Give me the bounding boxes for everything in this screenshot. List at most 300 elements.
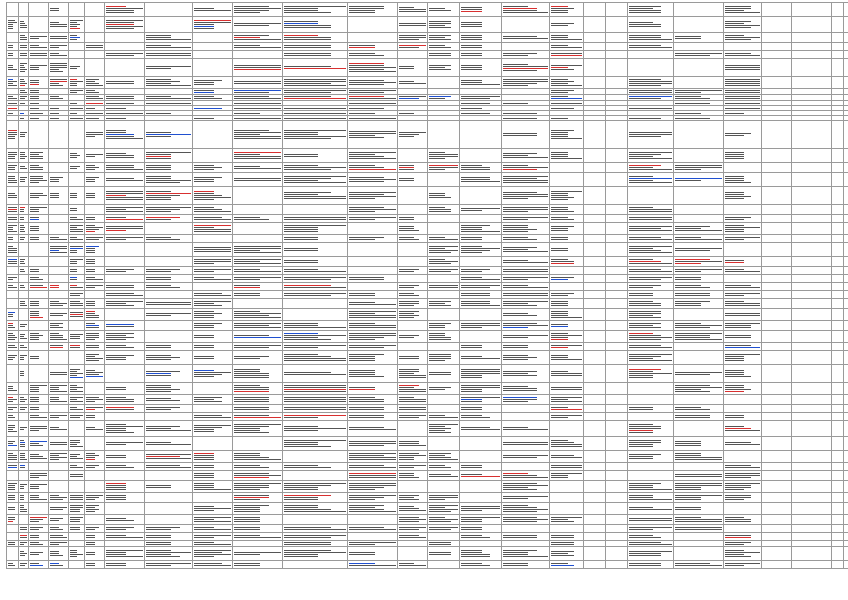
table-cell[interactable] xyxy=(762,59,792,77)
table-cell[interactable] xyxy=(832,395,844,405)
table-cell[interactable] xyxy=(49,515,69,525)
table-cell[interactable] xyxy=(844,43,848,51)
table-cell[interactable] xyxy=(428,257,460,267)
table-cell[interactable] xyxy=(792,383,832,395)
table-cell[interactable] xyxy=(283,413,348,421)
table-cell[interactable] xyxy=(398,503,428,515)
table-cell[interactable] xyxy=(105,205,145,215)
table-cell[interactable] xyxy=(792,493,832,503)
table-cell[interactable] xyxy=(460,283,502,291)
table-cell[interactable] xyxy=(606,51,628,59)
table-cell[interactable] xyxy=(724,547,762,561)
table-cell[interactable] xyxy=(348,351,398,365)
table-cell[interactable] xyxy=(832,437,844,451)
table-cell[interactable] xyxy=(283,493,348,503)
table-cell[interactable] xyxy=(628,421,674,437)
table-cell[interactable] xyxy=(674,275,724,283)
table-cell[interactable] xyxy=(49,299,69,309)
table-cell[interactable] xyxy=(398,3,428,17)
table-cell[interactable] xyxy=(233,283,283,291)
table-cell[interactable] xyxy=(628,33,674,43)
table-cell[interactable] xyxy=(550,299,584,309)
table-cell[interactable] xyxy=(606,77,628,89)
table-cell[interactable] xyxy=(7,561,19,569)
table-cell[interactable] xyxy=(19,33,29,43)
table-cell[interactable] xyxy=(792,413,832,421)
table-cell[interactable] xyxy=(283,223,348,235)
table-cell[interactable] xyxy=(7,351,19,365)
table-cell[interactable] xyxy=(19,463,29,471)
table-cell[interactable] xyxy=(724,187,762,205)
table-cell[interactable] xyxy=(283,17,348,33)
table-cell[interactable] xyxy=(7,481,19,493)
table-cell[interactable] xyxy=(69,173,85,187)
table-cell[interactable] xyxy=(674,257,724,267)
table-cell[interactable] xyxy=(348,525,398,533)
table-cell[interactable] xyxy=(19,3,29,17)
table-cell[interactable] xyxy=(19,257,29,267)
table-cell[interactable] xyxy=(724,243,762,257)
table-cell[interactable] xyxy=(502,383,550,395)
table-cell[interactable] xyxy=(832,525,844,533)
table-cell[interactable] xyxy=(193,533,233,541)
table-cell[interactable] xyxy=(428,267,460,275)
table-cell[interactable] xyxy=(105,471,145,481)
table-cell[interactable] xyxy=(105,163,145,173)
table-cell[interactable] xyxy=(49,493,69,503)
table-cell[interactable] xyxy=(29,235,49,243)
table-cell[interactable] xyxy=(628,561,674,569)
table-cell[interactable] xyxy=(628,243,674,257)
table-cell[interactable] xyxy=(584,481,606,493)
table-cell[interactable] xyxy=(428,451,460,463)
table-cell[interactable] xyxy=(762,547,792,561)
table-cell[interactable] xyxy=(762,351,792,365)
table-cell[interactable] xyxy=(628,77,674,89)
table-cell[interactable] xyxy=(762,3,792,17)
table-cell[interactable] xyxy=(762,481,792,493)
table-cell[interactable] xyxy=(85,481,105,493)
table-cell[interactable] xyxy=(19,149,29,163)
table-cell[interactable] xyxy=(460,3,502,17)
table-cell[interactable] xyxy=(19,481,29,493)
table-cell[interactable] xyxy=(628,59,674,77)
table-cell[interactable] xyxy=(19,215,29,223)
table-cell[interactable] xyxy=(398,365,428,383)
table-cell[interactable] xyxy=(85,283,105,291)
table-cell[interactable] xyxy=(233,51,283,59)
table-cell[interactable] xyxy=(49,3,69,17)
table-cell[interactable] xyxy=(628,463,674,471)
table-cell[interactable] xyxy=(145,365,193,383)
table-cell[interactable] xyxy=(724,395,762,405)
table-cell[interactable] xyxy=(674,205,724,215)
table-cell[interactable] xyxy=(844,223,848,235)
table-cell[interactable] xyxy=(502,51,550,59)
table-cell[interactable] xyxy=(7,275,19,283)
table-cell[interactable] xyxy=(762,17,792,33)
table-cell[interactable] xyxy=(398,321,428,331)
table-cell[interactable] xyxy=(283,451,348,463)
table-cell[interactable] xyxy=(674,351,724,365)
table-cell[interactable] xyxy=(550,481,584,493)
table-cell[interactable] xyxy=(19,321,29,331)
table-cell[interactable] xyxy=(724,525,762,533)
table-cell[interactable] xyxy=(105,59,145,77)
table-cell[interactable] xyxy=(460,243,502,257)
table-cell[interactable] xyxy=(85,77,105,89)
table-cell[interactable] xyxy=(348,257,398,267)
table-cell[interactable] xyxy=(49,437,69,451)
table-cell[interactable] xyxy=(584,283,606,291)
table-cell[interactable] xyxy=(674,43,724,51)
table-cell[interactable] xyxy=(145,503,193,515)
table-cell[interactable] xyxy=(844,215,848,223)
table-cell[interactable] xyxy=(584,275,606,283)
table-cell[interactable] xyxy=(762,173,792,187)
table-cell[interactable] xyxy=(69,405,85,413)
table-cell[interactable] xyxy=(792,257,832,267)
table-cell[interactable] xyxy=(832,471,844,481)
table-cell[interactable] xyxy=(19,343,29,351)
table-cell[interactable] xyxy=(550,275,584,283)
table-cell[interactable] xyxy=(674,149,724,163)
table-cell[interactable] xyxy=(19,163,29,173)
table-cell[interactable] xyxy=(7,421,19,437)
table-cell[interactable] xyxy=(19,451,29,463)
table-cell[interactable] xyxy=(674,33,724,43)
table-cell[interactable] xyxy=(792,525,832,533)
table-cell[interactable] xyxy=(283,405,348,413)
table-cell[interactable] xyxy=(502,187,550,205)
table-cell[interactable] xyxy=(105,383,145,395)
table-cell[interactable] xyxy=(832,3,844,17)
table-cell[interactable] xyxy=(628,215,674,223)
table-cell[interactable] xyxy=(49,533,69,541)
table-cell[interactable] xyxy=(85,187,105,205)
table-cell[interactable] xyxy=(105,413,145,421)
table-cell[interactable] xyxy=(348,365,398,383)
table-cell[interactable] xyxy=(792,173,832,187)
table-cell[interactable] xyxy=(19,471,29,481)
table-cell[interactable] xyxy=(502,205,550,215)
table-cell[interactable] xyxy=(844,533,848,541)
table-cell[interactable] xyxy=(348,547,398,561)
table-cell[interactable] xyxy=(85,205,105,215)
table-cell[interactable] xyxy=(674,413,724,421)
table-cell[interactable] xyxy=(674,163,724,173)
table-cell[interactable] xyxy=(69,395,85,405)
table-cell[interactable] xyxy=(460,437,502,451)
table-cell[interactable] xyxy=(584,163,606,173)
table-cell[interactable] xyxy=(844,503,848,515)
table-cell[interactable] xyxy=(29,321,49,331)
table-cell[interactable] xyxy=(844,17,848,33)
table-cell[interactable] xyxy=(762,149,792,163)
table-cell[interactable] xyxy=(7,33,19,43)
table-cell[interactable] xyxy=(724,351,762,365)
table-cell[interactable] xyxy=(233,187,283,205)
table-cell[interactable] xyxy=(460,481,502,493)
table-cell[interactable] xyxy=(193,283,233,291)
table-cell[interactable] xyxy=(584,257,606,267)
table-cell[interactable] xyxy=(283,59,348,77)
table-cell[interactable] xyxy=(105,421,145,437)
table-cell[interactable] xyxy=(348,275,398,283)
table-cell[interactable] xyxy=(105,17,145,33)
table-cell[interactable] xyxy=(193,503,233,515)
table-cell[interactable] xyxy=(502,481,550,493)
table-cell[interactable] xyxy=(233,395,283,405)
table-cell[interactable] xyxy=(502,405,550,413)
table-cell[interactable] xyxy=(460,275,502,283)
table-cell[interactable] xyxy=(606,561,628,569)
table-cell[interactable] xyxy=(283,395,348,405)
table-cell[interactable] xyxy=(606,205,628,215)
table-cell[interactable] xyxy=(584,413,606,421)
table-cell[interactable] xyxy=(398,215,428,223)
table-cell[interactable] xyxy=(193,493,233,503)
table-cell[interactable] xyxy=(762,243,792,257)
table-cell[interactable] xyxy=(145,451,193,463)
table-cell[interactable] xyxy=(7,149,19,163)
table-cell[interactable] xyxy=(606,173,628,187)
table-cell[interactable] xyxy=(674,533,724,541)
table-cell[interactable] xyxy=(762,503,792,515)
table-cell[interactable] xyxy=(550,215,584,223)
table-cell[interactable] xyxy=(105,43,145,51)
table-cell[interactable] xyxy=(428,33,460,43)
table-cell[interactable] xyxy=(348,291,398,299)
table-cell[interactable] xyxy=(502,503,550,515)
table-cell[interactable] xyxy=(49,463,69,471)
table-cell[interactable] xyxy=(502,437,550,451)
table-cell[interactable] xyxy=(792,321,832,331)
table-cell[interactable] xyxy=(19,299,29,309)
table-cell[interactable] xyxy=(398,275,428,283)
table-cell[interactable] xyxy=(762,451,792,463)
table-cell[interactable] xyxy=(832,299,844,309)
table-cell[interactable] xyxy=(674,17,724,33)
table-cell[interactable] xyxy=(348,215,398,223)
table-cell[interactable] xyxy=(85,351,105,365)
table-cell[interactable] xyxy=(428,331,460,343)
table-cell[interactable] xyxy=(145,309,193,321)
table-cell[interactable] xyxy=(29,121,49,149)
table-cell[interactable] xyxy=(283,331,348,343)
table-cell[interactable] xyxy=(69,343,85,351)
table-cell[interactable] xyxy=(502,17,550,33)
table-cell[interactable] xyxy=(105,365,145,383)
table-cell[interactable] xyxy=(502,351,550,365)
table-cell[interactable] xyxy=(398,561,428,569)
table-cell[interactable] xyxy=(792,351,832,365)
table-cell[interactable] xyxy=(193,149,233,163)
table-cell[interactable] xyxy=(69,383,85,395)
table-cell[interactable] xyxy=(233,309,283,321)
table-cell[interactable] xyxy=(502,561,550,569)
table-cell[interactable] xyxy=(193,51,233,59)
table-cell[interactable] xyxy=(398,205,428,215)
table-cell[interactable] xyxy=(69,493,85,503)
table-cell[interactable] xyxy=(398,437,428,451)
table-cell[interactable] xyxy=(145,561,193,569)
table-cell[interactable] xyxy=(502,59,550,77)
table-cell[interactable] xyxy=(29,343,49,351)
table-cell[interactable] xyxy=(674,365,724,383)
table-cell[interactable] xyxy=(69,351,85,365)
table-cell[interactable] xyxy=(428,395,460,405)
table-cell[interactable] xyxy=(105,481,145,493)
table-cell[interactable] xyxy=(832,493,844,503)
table-cell[interactable] xyxy=(460,51,502,59)
table-cell[interactable] xyxy=(19,223,29,235)
table-cell[interactable] xyxy=(193,291,233,299)
table-cell[interactable] xyxy=(762,223,792,235)
table-cell[interactable] xyxy=(550,451,584,463)
table-cell[interactable] xyxy=(674,493,724,503)
table-cell[interactable] xyxy=(29,243,49,257)
table-cell[interactable] xyxy=(145,547,193,561)
table-cell[interactable] xyxy=(762,267,792,275)
table-cell[interactable] xyxy=(584,267,606,275)
table-cell[interactable] xyxy=(193,547,233,561)
table-cell[interactable] xyxy=(550,309,584,321)
table-cell[interactable] xyxy=(398,451,428,463)
table-cell[interactable] xyxy=(69,561,85,569)
table-cell[interactable] xyxy=(19,235,29,243)
table-cell[interactable] xyxy=(29,413,49,421)
table-cell[interactable] xyxy=(69,321,85,331)
table-cell[interactable] xyxy=(19,283,29,291)
table-cell[interactable] xyxy=(584,503,606,515)
table-cell[interactable] xyxy=(69,121,85,149)
table-cell[interactable] xyxy=(832,365,844,383)
table-cell[interactable] xyxy=(550,291,584,299)
table-cell[interactable] xyxy=(832,267,844,275)
table-cell[interactable] xyxy=(348,451,398,463)
table-cell[interactable] xyxy=(550,321,584,331)
table-cell[interactable] xyxy=(398,243,428,257)
table-cell[interactable] xyxy=(674,283,724,291)
table-cell[interactable] xyxy=(428,17,460,33)
table-cell[interactable] xyxy=(283,43,348,51)
table-cell[interactable] xyxy=(19,59,29,77)
table-cell[interactable] xyxy=(233,561,283,569)
table-cell[interactable] xyxy=(105,343,145,351)
table-cell[interactable] xyxy=(584,149,606,163)
table-cell[interactable] xyxy=(398,395,428,405)
table-cell[interactable] xyxy=(69,437,85,451)
table-cell[interactable] xyxy=(29,59,49,77)
table-cell[interactable] xyxy=(283,525,348,533)
table-cell[interactable] xyxy=(792,309,832,321)
table-cell[interactable] xyxy=(49,383,69,395)
table-cell[interactable] xyxy=(428,343,460,351)
table-cell[interactable] xyxy=(606,321,628,331)
table-cell[interactable] xyxy=(193,421,233,437)
table-cell[interactable] xyxy=(550,267,584,275)
table-cell[interactable] xyxy=(49,503,69,515)
table-cell[interactable] xyxy=(7,413,19,421)
table-cell[interactable] xyxy=(85,121,105,149)
table-cell[interactable] xyxy=(832,121,844,149)
table-cell[interactable] xyxy=(628,149,674,163)
table-cell[interactable] xyxy=(29,533,49,541)
table-cell[interactable] xyxy=(628,547,674,561)
table-cell[interactable] xyxy=(584,173,606,187)
table-cell[interactable] xyxy=(69,481,85,493)
table-cell[interactable] xyxy=(7,267,19,275)
table-cell[interactable] xyxy=(792,59,832,77)
table-cell[interactable] xyxy=(832,463,844,471)
table-cell[interactable] xyxy=(85,59,105,77)
table-cell[interactable] xyxy=(550,331,584,343)
table-cell[interactable] xyxy=(105,187,145,205)
table-cell[interactable] xyxy=(398,283,428,291)
table-cell[interactable] xyxy=(7,493,19,503)
table-cell[interactable] xyxy=(85,235,105,243)
table-cell[interactable] xyxy=(69,283,85,291)
table-cell[interactable] xyxy=(398,187,428,205)
table-cell[interactable] xyxy=(428,533,460,541)
table-cell[interactable] xyxy=(105,299,145,309)
table-cell[interactable] xyxy=(762,515,792,525)
table-cell[interactable] xyxy=(145,525,193,533)
table-cell[interactable] xyxy=(792,515,832,525)
table-cell[interactable] xyxy=(398,257,428,267)
table-cell[interactable] xyxy=(428,321,460,331)
table-cell[interactable] xyxy=(832,413,844,421)
table-cell[interactable] xyxy=(145,275,193,283)
table-cell[interactable] xyxy=(628,525,674,533)
table-cell[interactable] xyxy=(7,395,19,405)
table-cell[interactable] xyxy=(832,187,844,205)
table-cell[interactable] xyxy=(502,215,550,223)
table-cell[interactable] xyxy=(348,223,398,235)
table-cell[interactable] xyxy=(49,547,69,561)
table-cell[interactable] xyxy=(792,3,832,17)
table-cell[interactable] xyxy=(460,533,502,541)
table-cell[interactable] xyxy=(832,257,844,267)
table-cell[interactable] xyxy=(85,299,105,309)
table-cell[interactable] xyxy=(606,257,628,267)
table-cell[interactable] xyxy=(7,437,19,451)
table-cell[interactable] xyxy=(283,421,348,437)
table-cell[interactable] xyxy=(69,163,85,173)
table-cell[interactable] xyxy=(233,275,283,283)
table-cell[interactable] xyxy=(460,525,502,533)
table-cell[interactable] xyxy=(606,149,628,163)
table-cell[interactable] xyxy=(724,437,762,451)
table-cell[interactable] xyxy=(348,205,398,215)
table-cell[interactable] xyxy=(762,309,792,321)
table-cell[interactable] xyxy=(7,533,19,541)
table-cell[interactable] xyxy=(502,173,550,187)
table-cell[interactable] xyxy=(348,405,398,413)
table-cell[interactable] xyxy=(7,59,19,77)
table-cell[interactable] xyxy=(628,437,674,451)
table-cell[interactable] xyxy=(29,451,49,463)
table-cell[interactable] xyxy=(606,43,628,51)
table-cell[interactable] xyxy=(29,421,49,437)
table-cell[interactable] xyxy=(7,451,19,463)
table-cell[interactable] xyxy=(460,205,502,215)
table-cell[interactable] xyxy=(724,149,762,163)
table-cell[interactable] xyxy=(502,421,550,437)
table-cell[interactable] xyxy=(832,205,844,215)
table-cell[interactable] xyxy=(606,421,628,437)
